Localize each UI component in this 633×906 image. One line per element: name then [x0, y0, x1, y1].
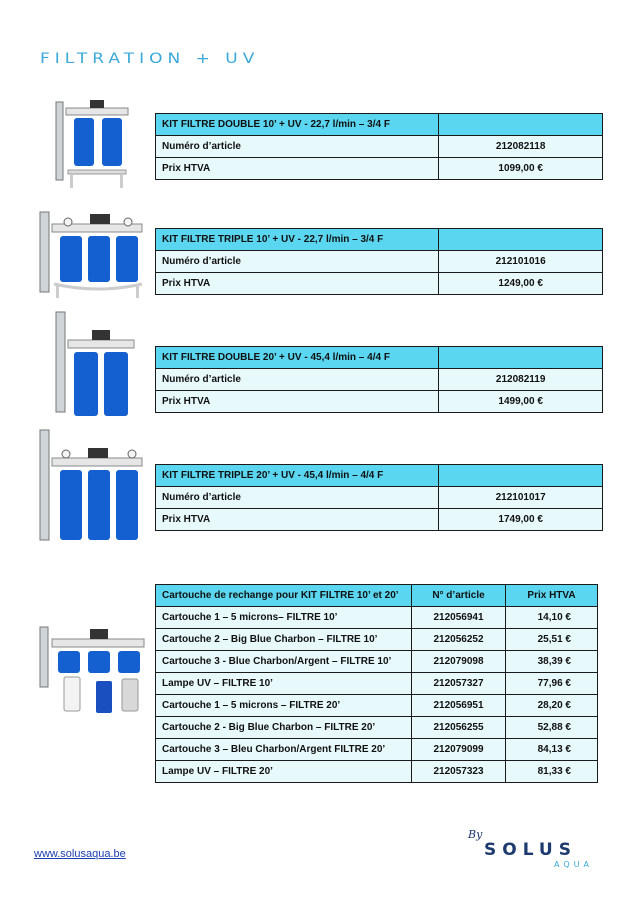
- cell-price: 81,33 €: [506, 761, 598, 783]
- article-number: 212082118: [439, 136, 603, 158]
- table-row: [156, 607, 598, 629]
- table-row: [156, 695, 598, 717]
- cell-article: 212056252: [412, 629, 506, 651]
- table-row: [156, 651, 598, 673]
- cell-price: 52,88 €: [506, 717, 598, 739]
- product-name: KIT FILTRE TRIPLE 10’ + UV - 22,7 l/min – 3/4 F: [156, 229, 439, 251]
- column-header: N° d’article: [412, 585, 506, 607]
- kit-triple-10-image: [38, 210, 144, 300]
- product-table-4: [155, 464, 603, 531]
- table-header-row: [156, 585, 598, 607]
- logo-by: By: [468, 828, 483, 841]
- article-label: Numéro d’article: [156, 251, 439, 273]
- price: 1249,00 €: [439, 273, 603, 295]
- logo-sub: AQUA: [554, 860, 593, 869]
- logo-brand: SOLUS: [484, 840, 577, 860]
- cell-price: 25,51 €: [506, 629, 598, 651]
- cell-article: 212079098: [412, 651, 506, 673]
- cell-price: 28,20 €: [506, 695, 598, 717]
- price: 1749,00 €: [439, 509, 603, 531]
- kit-triple-20-image: [36, 428, 144, 548]
- cell-article: 212056941: [412, 607, 506, 629]
- cell-price: 14,10 €: [506, 607, 598, 629]
- product-name: KIT FILTRE DOUBLE 20’ + UV - 45,4 l/min – 4/4 F: [156, 347, 439, 369]
- cell-name: Cartouche 1 – 5 microns– FILTRE 10’: [156, 607, 412, 629]
- table-row: [156, 739, 598, 761]
- table-row: [156, 761, 598, 783]
- product-name: KIT FILTRE TRIPLE 20’ + UV - 45,4 l/min – 4/4 F: [156, 465, 439, 487]
- product-table-2: [155, 228, 603, 295]
- cell-name: Cartouche 2 - Big Blue Charbon – FILTRE 20’: [156, 717, 412, 739]
- product-table-1: [155, 113, 603, 180]
- article-label: Numéro d’article: [156, 487, 439, 509]
- cell-name: Cartouche 2 – Big Blue Charbon – FILTRE 10’: [156, 629, 412, 651]
- cell-article: 212057327: [412, 673, 506, 695]
- cell-name: Lampe UV – FILTRE 20’: [156, 761, 412, 783]
- cell-price: 38,39 €: [506, 651, 598, 673]
- table-row: [156, 629, 598, 651]
- article-label: Numéro d’article: [156, 369, 439, 391]
- column-header: Prix HTVA: [506, 585, 598, 607]
- price-label: Prix HTVA: [156, 158, 439, 180]
- cell-article: 212079099: [412, 739, 506, 761]
- cell-article: 212056255: [412, 717, 506, 739]
- replacement-cartridges-image: [36, 625, 146, 717]
- website-link[interactable]: www.solusaqua.be: [34, 848, 126, 860]
- table-row: [156, 717, 598, 739]
- cell-price: 84,13 €: [506, 739, 598, 761]
- cell-name: Lampe UV – FILTRE 10’: [156, 673, 412, 695]
- table-row: [156, 673, 598, 695]
- page-title: FILTRATION + UV: [40, 50, 260, 67]
- price: 1099,00 €: [439, 158, 603, 180]
- article-number: 212082119: [439, 369, 603, 391]
- kit-double-20-image: [52, 310, 136, 420]
- column-header: Cartouche de rechange pour KIT FILTRE 10’ et 20’: [156, 585, 412, 607]
- cell-name: Cartouche 3 - Blue Charbon/Argent – FILTRE 10’: [156, 651, 412, 673]
- cell-article: 212057323: [412, 761, 506, 783]
- cell-article: 212056951: [412, 695, 506, 717]
- article-number: 212101016: [439, 251, 603, 273]
- price-label: Prix HTVA: [156, 509, 439, 531]
- product-name: KIT FILTRE DOUBLE 10’ + UV - 22,7 l/min – 3/4 F: [156, 114, 439, 136]
- cell-name: Cartouche 3 – Bleu Charbon/Argent FILTRE 20’: [156, 739, 412, 761]
- solus-aqua-logo: [468, 826, 608, 876]
- price-label: Prix HTVA: [156, 391, 439, 413]
- kit-double-10-image: [54, 98, 130, 190]
- cell-price: 77,96 €: [506, 673, 598, 695]
- price: 1499,00 €: [439, 391, 603, 413]
- price-label: Prix HTVA: [156, 273, 439, 295]
- article-number: 212101017: [439, 487, 603, 509]
- replacement-cartridges-table: [155, 584, 598, 783]
- product-table-3: [155, 346, 603, 413]
- cell-name: Cartouche 1 – 5 microns – FILTRE 20’: [156, 695, 412, 717]
- article-label: Numéro d’article: [156, 136, 439, 158]
